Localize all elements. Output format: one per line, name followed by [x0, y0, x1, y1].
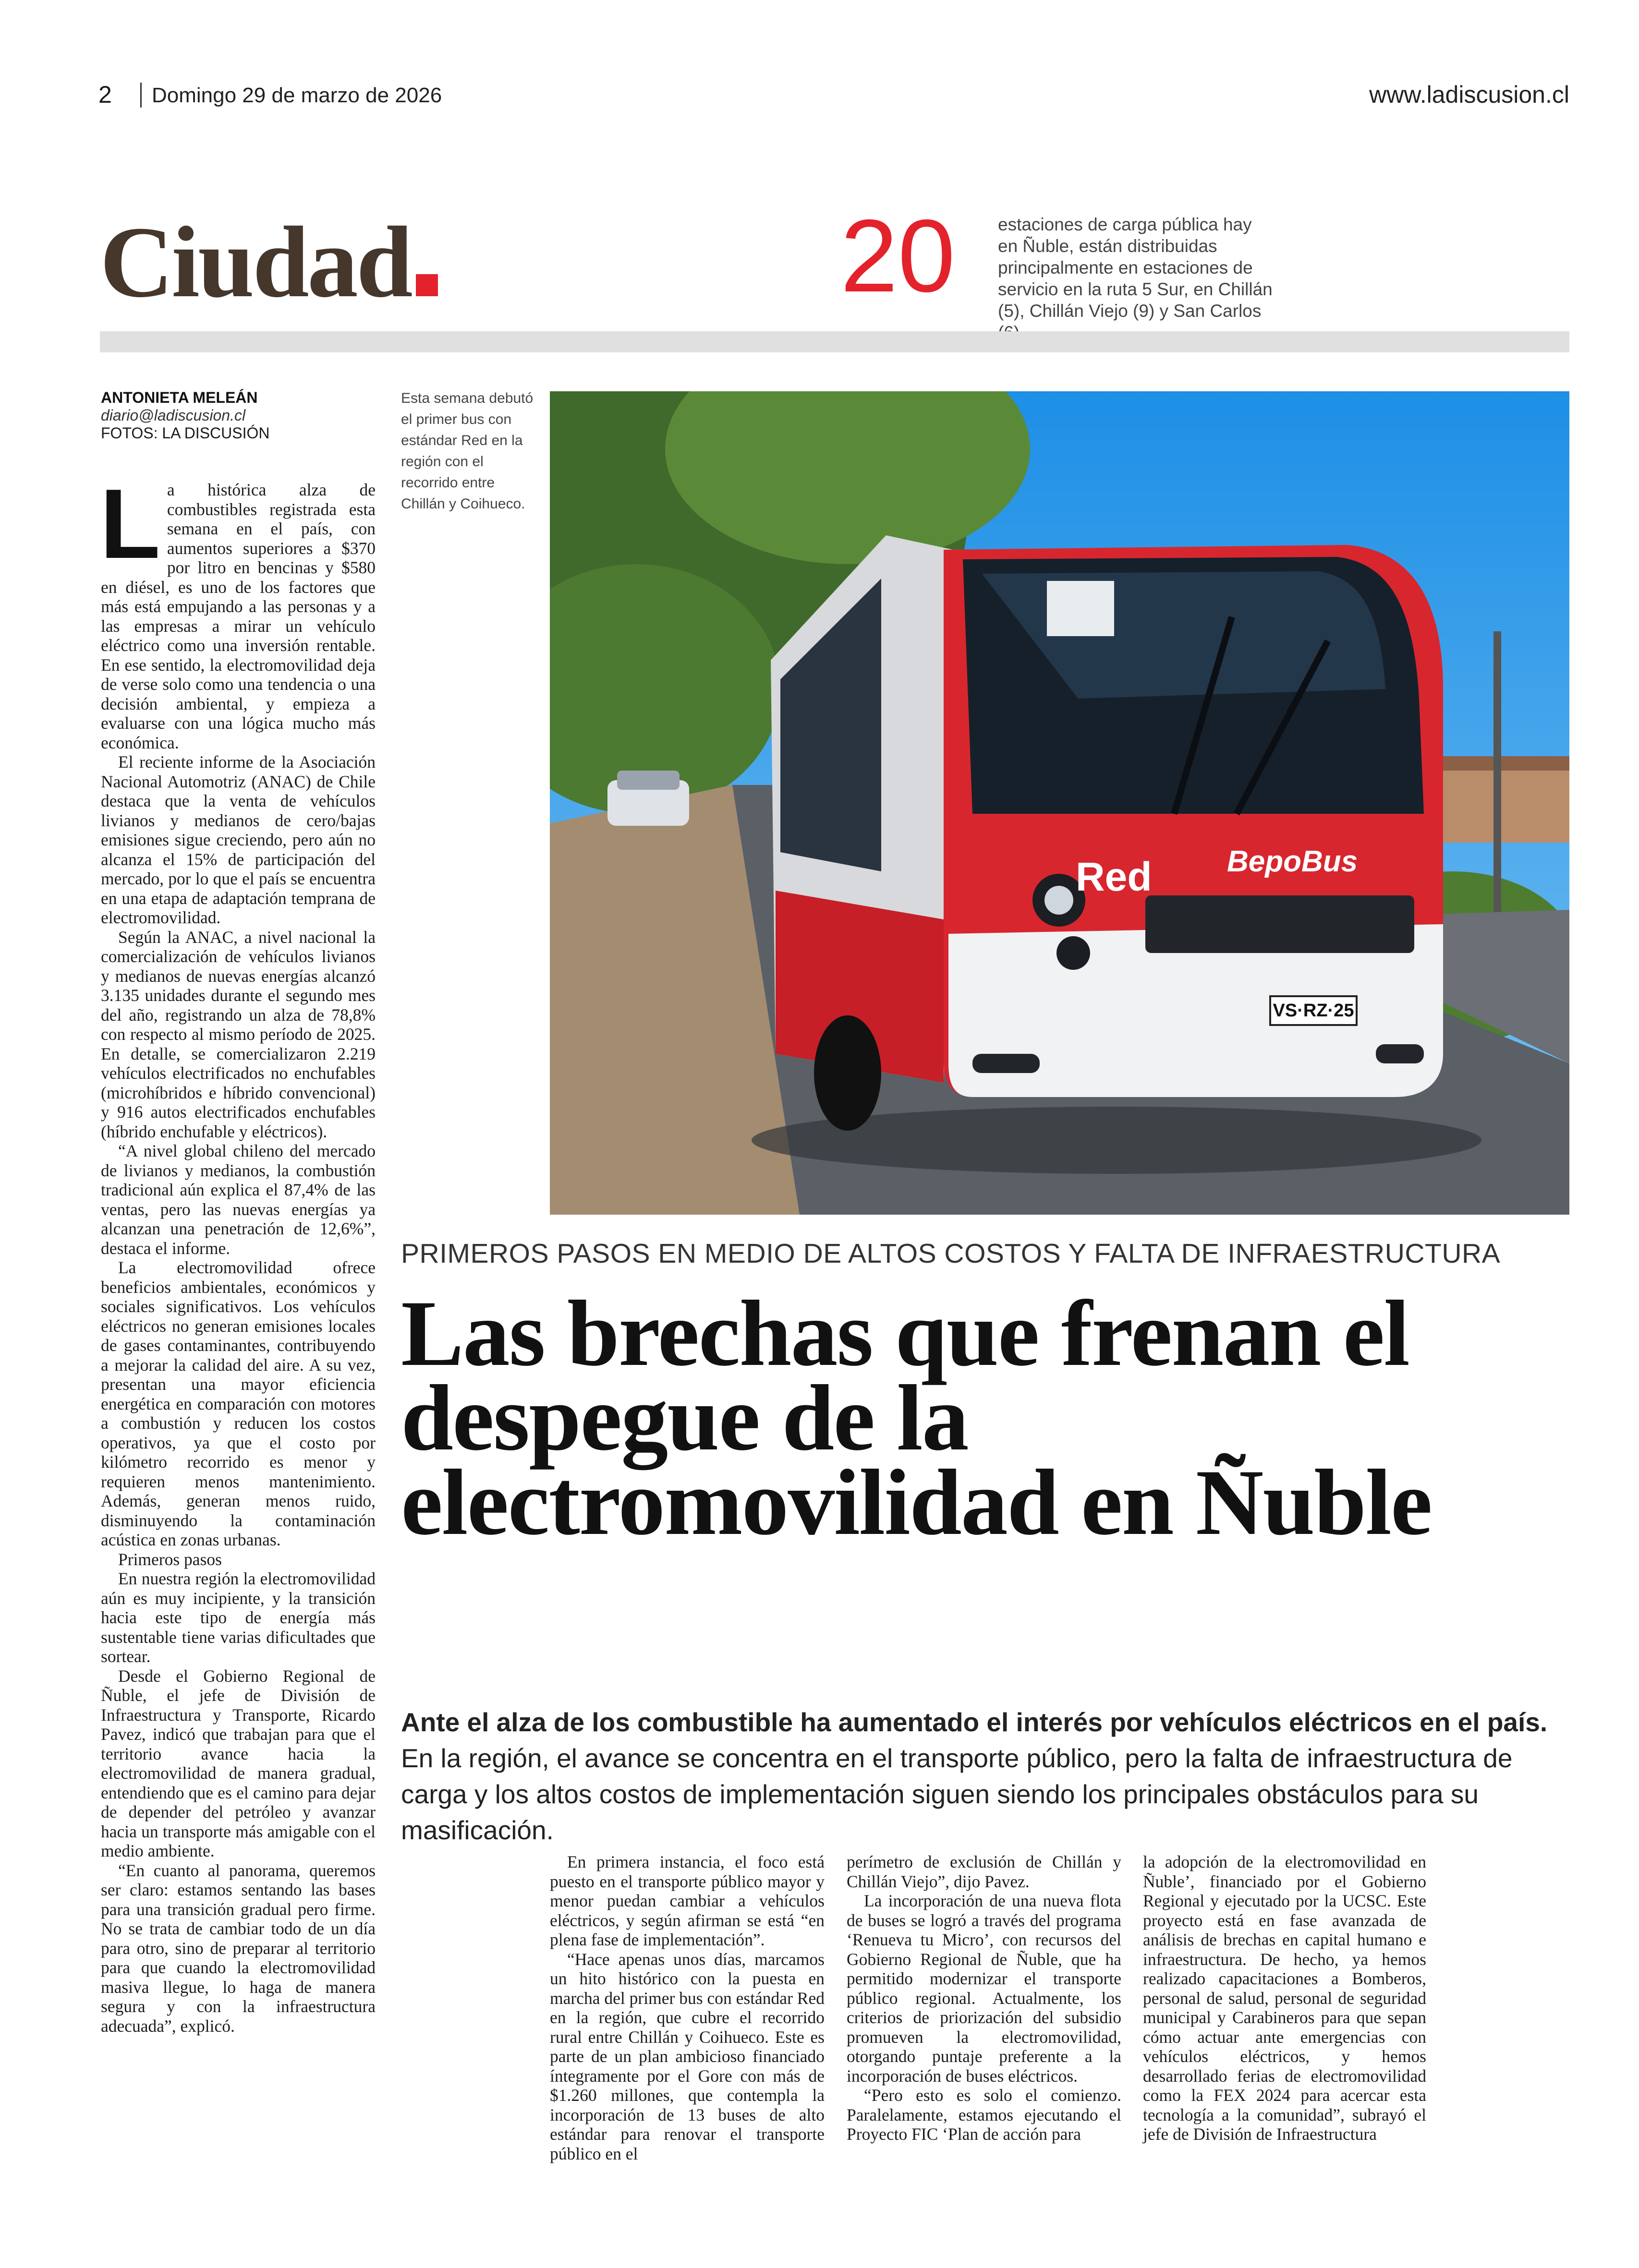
bus-illustration: [550, 391, 1569, 1215]
page-number: 2: [98, 81, 112, 108]
body-paragraph: Desde el Gobierno Regional de Ñuble, el jefe de División de Infraestructura y Transporte, Ricardo Pavez, indicó que trabajan para que el territorio avance hacia la electromovilidad de manera gradual, entendiendo que es el camino para dejar de depender del petróleo y avanzar hacia un transporte más amigable con el medio ambiente.: [101, 1666, 376, 1860]
body-column-1: [100, 469, 376, 2036]
stat-description: estaciones de carga pública hay en Ñuble, están distribuidas principalmente en estaciones de servicio en la ruta 5 Sur, en Chillán (5), Chillán Viejo (9) y San Carlos: [998, 215, 1273, 321]
article-lead: [401, 1704, 1568, 1848]
issue-date: Domingo 29 de marzo de 2026: [152, 84, 442, 107]
photo-credit: FOTOS: LA DISCUSIÓN: [101, 424, 270, 442]
body-column-2: [550, 1852, 825, 2163]
body-paragraph: “A nivel global chileno del mercado de livianos y medianos, la combustión tradicional aún explica el 87,4% de las ventas, pero las nuevas energías ya alcanzan una penetración de 12,6%”, destaca el informe.: [101, 1141, 376, 1258]
drop-cap: L: [100, 469, 160, 579]
body-paragraph: la adopción de la electromovilidad en Ñuble’, financiado por el Gobierno Regional y ejecutado por la UCSC. Este proyecto está en fase avanzada de análisis de brechas en capital humano e infraestructura. De hecho, ya hemos realizado capacitaciones a Bomberos, personal de salud, personal de seguridad municipal y Carabineros para que sepan cómo actuar ante emergencias con vehículos eléctricos, y hemos desarrollado ferias de electromovilidad como la FEX 2024 para acercar esta tecnología a la comunidad”, subrayó el jefe de División de Infraestructura: [1143, 1852, 1426, 2144]
author-email[interactable]: diario@ladiscusion.cl: [101, 407, 246, 424]
body-column-4: [1143, 1852, 1426, 2144]
subheading: Primeros pasos: [118, 1549, 222, 1569]
license-plate-text: VS·RZ·25: [1273, 1001, 1354, 1021]
lead-bold: Ante el alza de los combustible ha aumentado el interés por vehículos eléctricos en el país.: [401, 1707, 1548, 1737]
photo-caption: Esta semana debutó el primer bus con estándar Red en la región con el recorrido entre Chillán y Coihueco.: [401, 390, 534, 512]
website-link[interactable]: www.ladiscusion.cl: [1369, 81, 1569, 108]
body-paragraph: En nuestra región la electromovilidad aún es muy incipiente, y la transición hacia este tipo de energía más sustentable tiene varias dificultades que sortear.: [101, 1569, 376, 1666]
body-paragraph: El reciente informe de la Asociación Nacional Automotriz (ANAC) de Chile destaca que la venta de vehículos livianos y medianos de cero/bajas emisiones sigue creciendo, pero aún no alcanza el 15% de participación del mercado, por lo que el país se encuentra en una etapa de adaptación temprana de electromovilidad.: [101, 752, 376, 927]
body-paragraph: La incorporación de una nueva flota de buses se logró a través del programa ‘Renueva tu Micro’, con recursos del Gobierno Regional de Ñuble, que ha permitido modernizar el transporte público regional. Actualmente, los criterios de priorización del subsidio promueven la electromovilidad, otorgando puntaje preferente a la incorporación de buses eléctricos.: [847, 1891, 1121, 2086]
byline: [101, 389, 379, 442]
section-dot-icon: [416, 274, 438, 296]
body-paragraph: Según la ANAC, a nivel nacional la comercialización de vehículos livianos y medianos de nuevas energías alcanzó 3.135 unidades durante el segundo mes del año, registrando un alza de 78,8% con respecto al mismo período de 2025. En detalle, se comercializaron 2.219 vehículos electrificados no enchufables (microhíbridos e híbrido convencional) y 916 autos electrificados enchufables (híbrido enchufable y eléctricos).: [101, 927, 376, 1141]
body-paragraph: La electromovilidad ofrece beneficios ambientales, económicos y sociales significativos. Los vehículos eléctricos no generan emisiones locales de gases contaminantes, contribuyendo a mejorar la calidad del aire. A su vez, presentan una mayor eficiencia energética en comparación con motores a combustión y reducen los costos operativos, ya que el costo por kilómetro recorrido es menor y requieren menos mantenimiento. Además, generan menos ruido, disminuyendo la contaminación acústica en zonas urbanas.: [101, 1258, 376, 1549]
body-paragraph: “Pero esto es solo el comienzo. Paralelamente, estamos ejecutando el Proyecto FIC ‘Plan de acción para: [847, 2086, 1121, 2144]
section-title: [100, 205, 438, 318]
body-column-3: [847, 1852, 1121, 2144]
bus-brand-text: BepoBus: [1227, 845, 1358, 878]
red-logo-text: Red: [1076, 854, 1152, 899]
author-name: ANTONIETA MELEÁN: [101, 389, 258, 406]
section-title-text: Ciudad: [100, 205, 411, 318]
body-paragraph: perímetro de exclusión de Chillán y Chillán Viejo”, dijo Pavez.: [847, 1852, 1121, 1891]
body-paragraph: En primera instancia, el foco está puesto en el transporte público mayor y menor puedan cambiar a vehículos eléctricos, y según afirman se está “en plena fase de implementación”.: [550, 1852, 825, 1949]
article-photo: [550, 391, 1569, 1215]
folio-divider: [140, 83, 142, 108]
body-paragraph: “En cuanto al panorama, queremos ser claro: estamos sentando las bases para una transición gradual pero firme. No se trata de cambiar todo de un día para otro, sino de preparar al territorio para que cuando la electromovilidad masiva llegue, lo haga de manera segura y con la infraestructura adecuada”, explicó.: [101, 1860, 376, 2036]
article-headline: Las brechas que frenan el despegue de la electromovilidad en Ñuble: [401, 1281, 1432, 1555]
article-kicker: PRIMEROS PASOS EN MEDIO DE ALTOS COSTOS Y FALTA DE INFRAESTRUCTURA: [401, 1238, 1501, 1269]
body-paragraph: La histórica alza de combustibles registrada esta semana en el país, con aumentos superiores a $370 por litro en bencinas y $580 en diésel, es uno de los factores que más está empujando a las personas y a las empresas a mirar un vehículo eléctrico como una inversión rentable. En ese sentido, la electromovilidad deja de verse solo como una tendencia o una decisión ambiental, y empieza a evaluarse con una lógica mucho más económica.: [100, 469, 376, 752]
header-rule: [100, 331, 1569, 352]
body-paragraph: “Hace apenas unos días, marcamos un hito histórico con la puesta en marcha del primer bus con estándar Red en la región, que cubre el recorrido rural entre Chillán y Coihueco. Este es parte de un plan ambicioso financiado íntegramente por el Gore con más de $1.260 millones, que contempla la incorporación de 13 buses de alto estándar para renovar el transporte público en el: [550, 1949, 825, 2163]
stat-number: 20: [840, 198, 956, 314]
lead-text: En la región, el avance se concentra en el transporte público, pero la falta de infraestructura de carga y los altos costos de implementación siguen siendo los principales obstáculos para su masificación.: [401, 1743, 1513, 1845]
